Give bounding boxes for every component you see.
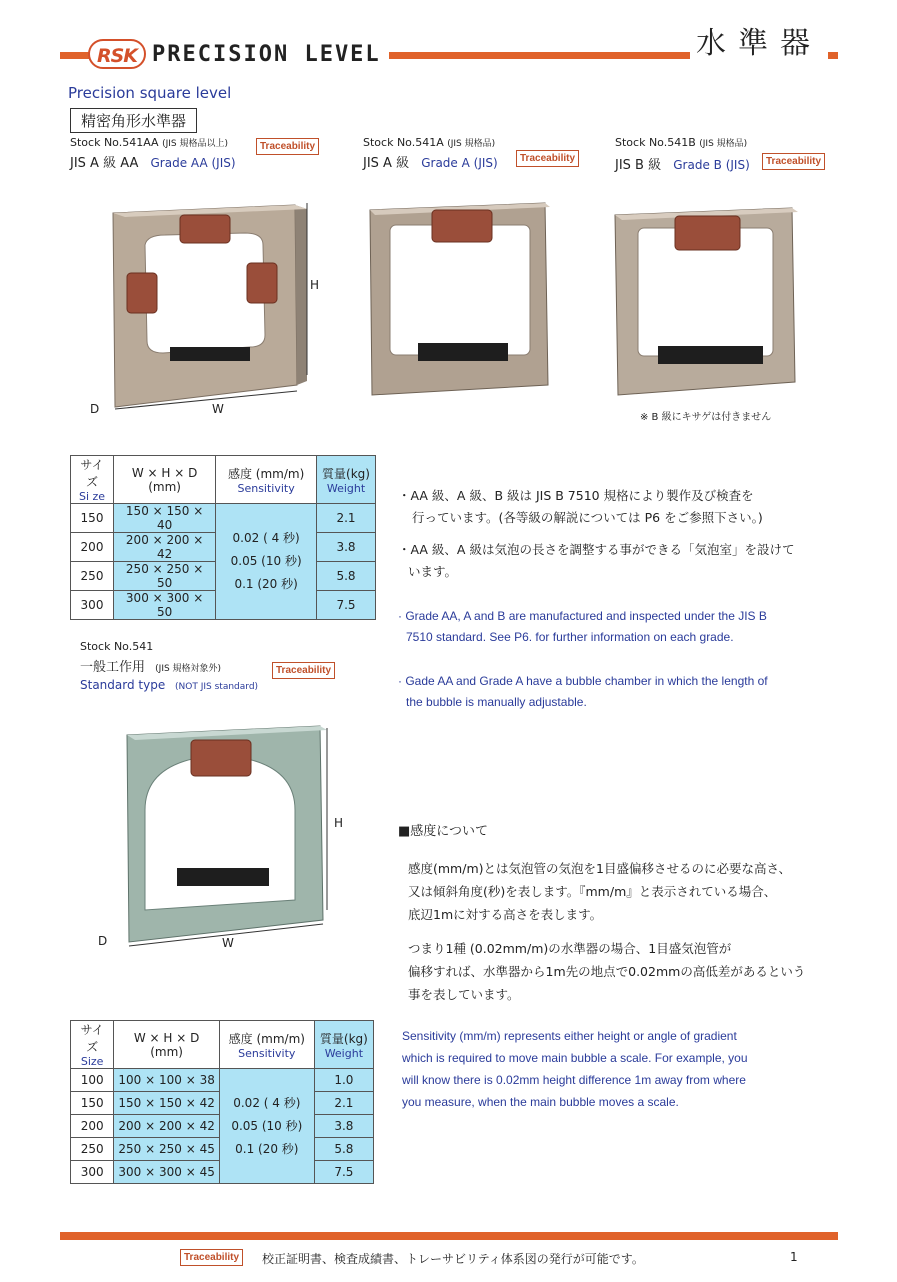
standard-name [80,656,221,675]
traceability-badge: Traceability [762,153,825,170]
page-title: PRECISION LEVEL [152,42,389,67]
sensitivity-para-2: つまり1種 (0.02mm/m)の水準器の場合、1目盛気泡管が 偏移すれば、水準器から1m先の地点で0.02mmの高低差があるという 事を表しています。 [408,941,806,1002]
table-header: サイズ Si ze [71,456,114,504]
table-row: 200 200 × 200 × 42 3.8 [71,1115,374,1138]
section-subtitle-jp: 精密角形水準器 [70,108,197,133]
product-b-grade-en: Grade B (JIS) [673,158,750,172]
sensitivity-en: Sensitivity (mm/m) represents either height or angle of gradient which is required to move main bubble a scale. For example, you will know there is 0.02mm height difference 1m away from where you measure, when the main bubble moves a scale. [402,1029,748,1109]
table-row: 250 250 × 250 × 50 5.8 [71,562,376,591]
table-row: 300 300 × 300 × 45 7.5 [71,1161,374,1184]
table-row: 200 200 × 200 × 42 3.8 [71,533,376,562]
traceability-badge: Traceability [516,150,579,167]
table-header: 質量(kg) Weight [314,1021,373,1069]
product-b-stock-no: Stock No.541B [615,136,696,149]
dimension-w-label: W [222,936,234,950]
product-a-grade-en: Grade A (JIS) [421,156,498,170]
table-header: 感度 (mm/m) Sensitivity [216,456,317,504]
level-aa-image [85,195,335,425]
sensitivity-heading: ■感度について [398,824,489,839]
sensitivity-cell: 0.02 ( 4 秒) 0.05 (10 秒) 0.1 (20 秒) [216,504,317,620]
dimension-h-label: H [310,278,320,292]
sensitivity-para-1: 感度(mm/m)とは気泡管の気泡を1目盛偏移させるのに必要な高さ、 又は傾斜角度(秒)を表します。『mm/m』と表示されている場合、 底辺1mに対する高さを表します。 [408,861,791,922]
product-aa-stock [70,136,228,149]
standard-name-jp: 一般工作用 [80,660,146,675]
dimension-h-label: H [334,816,344,830]
spec-table-standard [70,1020,374,1184]
level-a-image [360,195,560,405]
dimension-d-label: D [90,402,100,416]
product-aa-grade-en: Grade AA (JIS) [150,156,236,170]
page-number: 1 [790,1250,798,1264]
standard-note-en: (NOT JIS standard) [175,682,259,692]
table-row: 250 250 × 250 × 45 5.8 [71,1138,374,1161]
table-header: W × H × D (mm) [114,456,216,504]
standard-name-en-row [80,678,258,692]
sensitivity-cell: 0.02 ( 4 秒) 0.05 (10 秒) 0.1 (20 秒) [219,1069,314,1184]
table-row: 300 300 × 300 × 50 7.5 [71,591,376,620]
standard-stock: Stock No.541 [80,640,154,653]
traceability-badge: Traceability [256,138,319,155]
product-a-grade-jp: JIS A 級 [363,156,410,171]
table-row: 100 100 × 100 × 38 0.02 ( 4 秒) 0.05 (10 秒) 0.1 (20 秒) 1.0 [71,1069,374,1092]
section-subtitle-en: Precision square level [68,84,232,102]
standard-name-en: Standard type [80,678,166,692]
standard-note-jp: (JIS 規格対象外) [155,664,222,674]
product-aa-stock-no: Stock No.541AA [70,136,159,149]
spec-table-jis [70,455,376,620]
product-b-stock-note: (JIS 規格品) [699,139,748,149]
level-b-image [610,200,805,405]
product-b-grade [615,154,750,173]
product-b-grade-jp: JIS B 級 [615,158,662,173]
table-header: 質量(kg) Weight [317,456,376,504]
product-a-stock [363,136,495,149]
product-a-stock-no: Stock No.541A [363,136,444,149]
table-row: 150 150 × 150 × 42 2.1 [71,1092,374,1115]
b-grade-note: ※ B 級にキサゲは付きません [640,412,772,423]
table-header: W × H × D (mm) [114,1021,220,1069]
table-header: 感度 (mm/m) Sensitivity [219,1021,314,1069]
footer-bar [60,1232,838,1240]
dimension-d-label: D [98,934,108,948]
footer-text: 校正証明書、検査成績書、トレーサビリティ体系図の発行が可能です。 [262,1252,644,1266]
notes-jp: ・AA 級、A 級、B 級は JIS B 7510 規格により製作及び検査を 行っています。(各等級の解説については P6 をご参照下さい。) ・AA 級、A 級は気泡の長さを調整する事ができる「気泡室」を設けて います。 [398,488,795,579]
traceability-badge: Traceability [272,662,335,679]
table-row: 150 150 × 150 × 40 0.02 ( 4 秒) 0.05 (10 秒) 0.1 (20 秒) 2.1 [71,504,376,533]
notes-en: · Grade AA, A and B are manufactured and inspected under the JIS B 7510 standard. See P6. for further information on each grade. · Gade AA and Grade A have a bubble chamber in which the length of the bubble is manually adjustable. [398,609,768,709]
page-title-jp: 水準器 [690,18,828,62]
header-bar-left [60,52,90,59]
product-b-stock [615,136,747,149]
product-aa-grade-jp: JIS A 級 AA [70,156,139,171]
product-a-stock-note: (JIS 規格品) [447,139,496,149]
table-header: サイズ Size [71,1021,114,1069]
product-aa-stock-note: (JIS 規格品以上) [162,139,228,149]
rsk-logo: RSK [88,39,146,69]
product-a-grade [363,152,498,171]
product-aa-grade [70,152,236,171]
level-standard-image [115,720,345,950]
traceability-badge: Traceability [180,1249,243,1266]
dimension-w-label: W [212,402,224,416]
